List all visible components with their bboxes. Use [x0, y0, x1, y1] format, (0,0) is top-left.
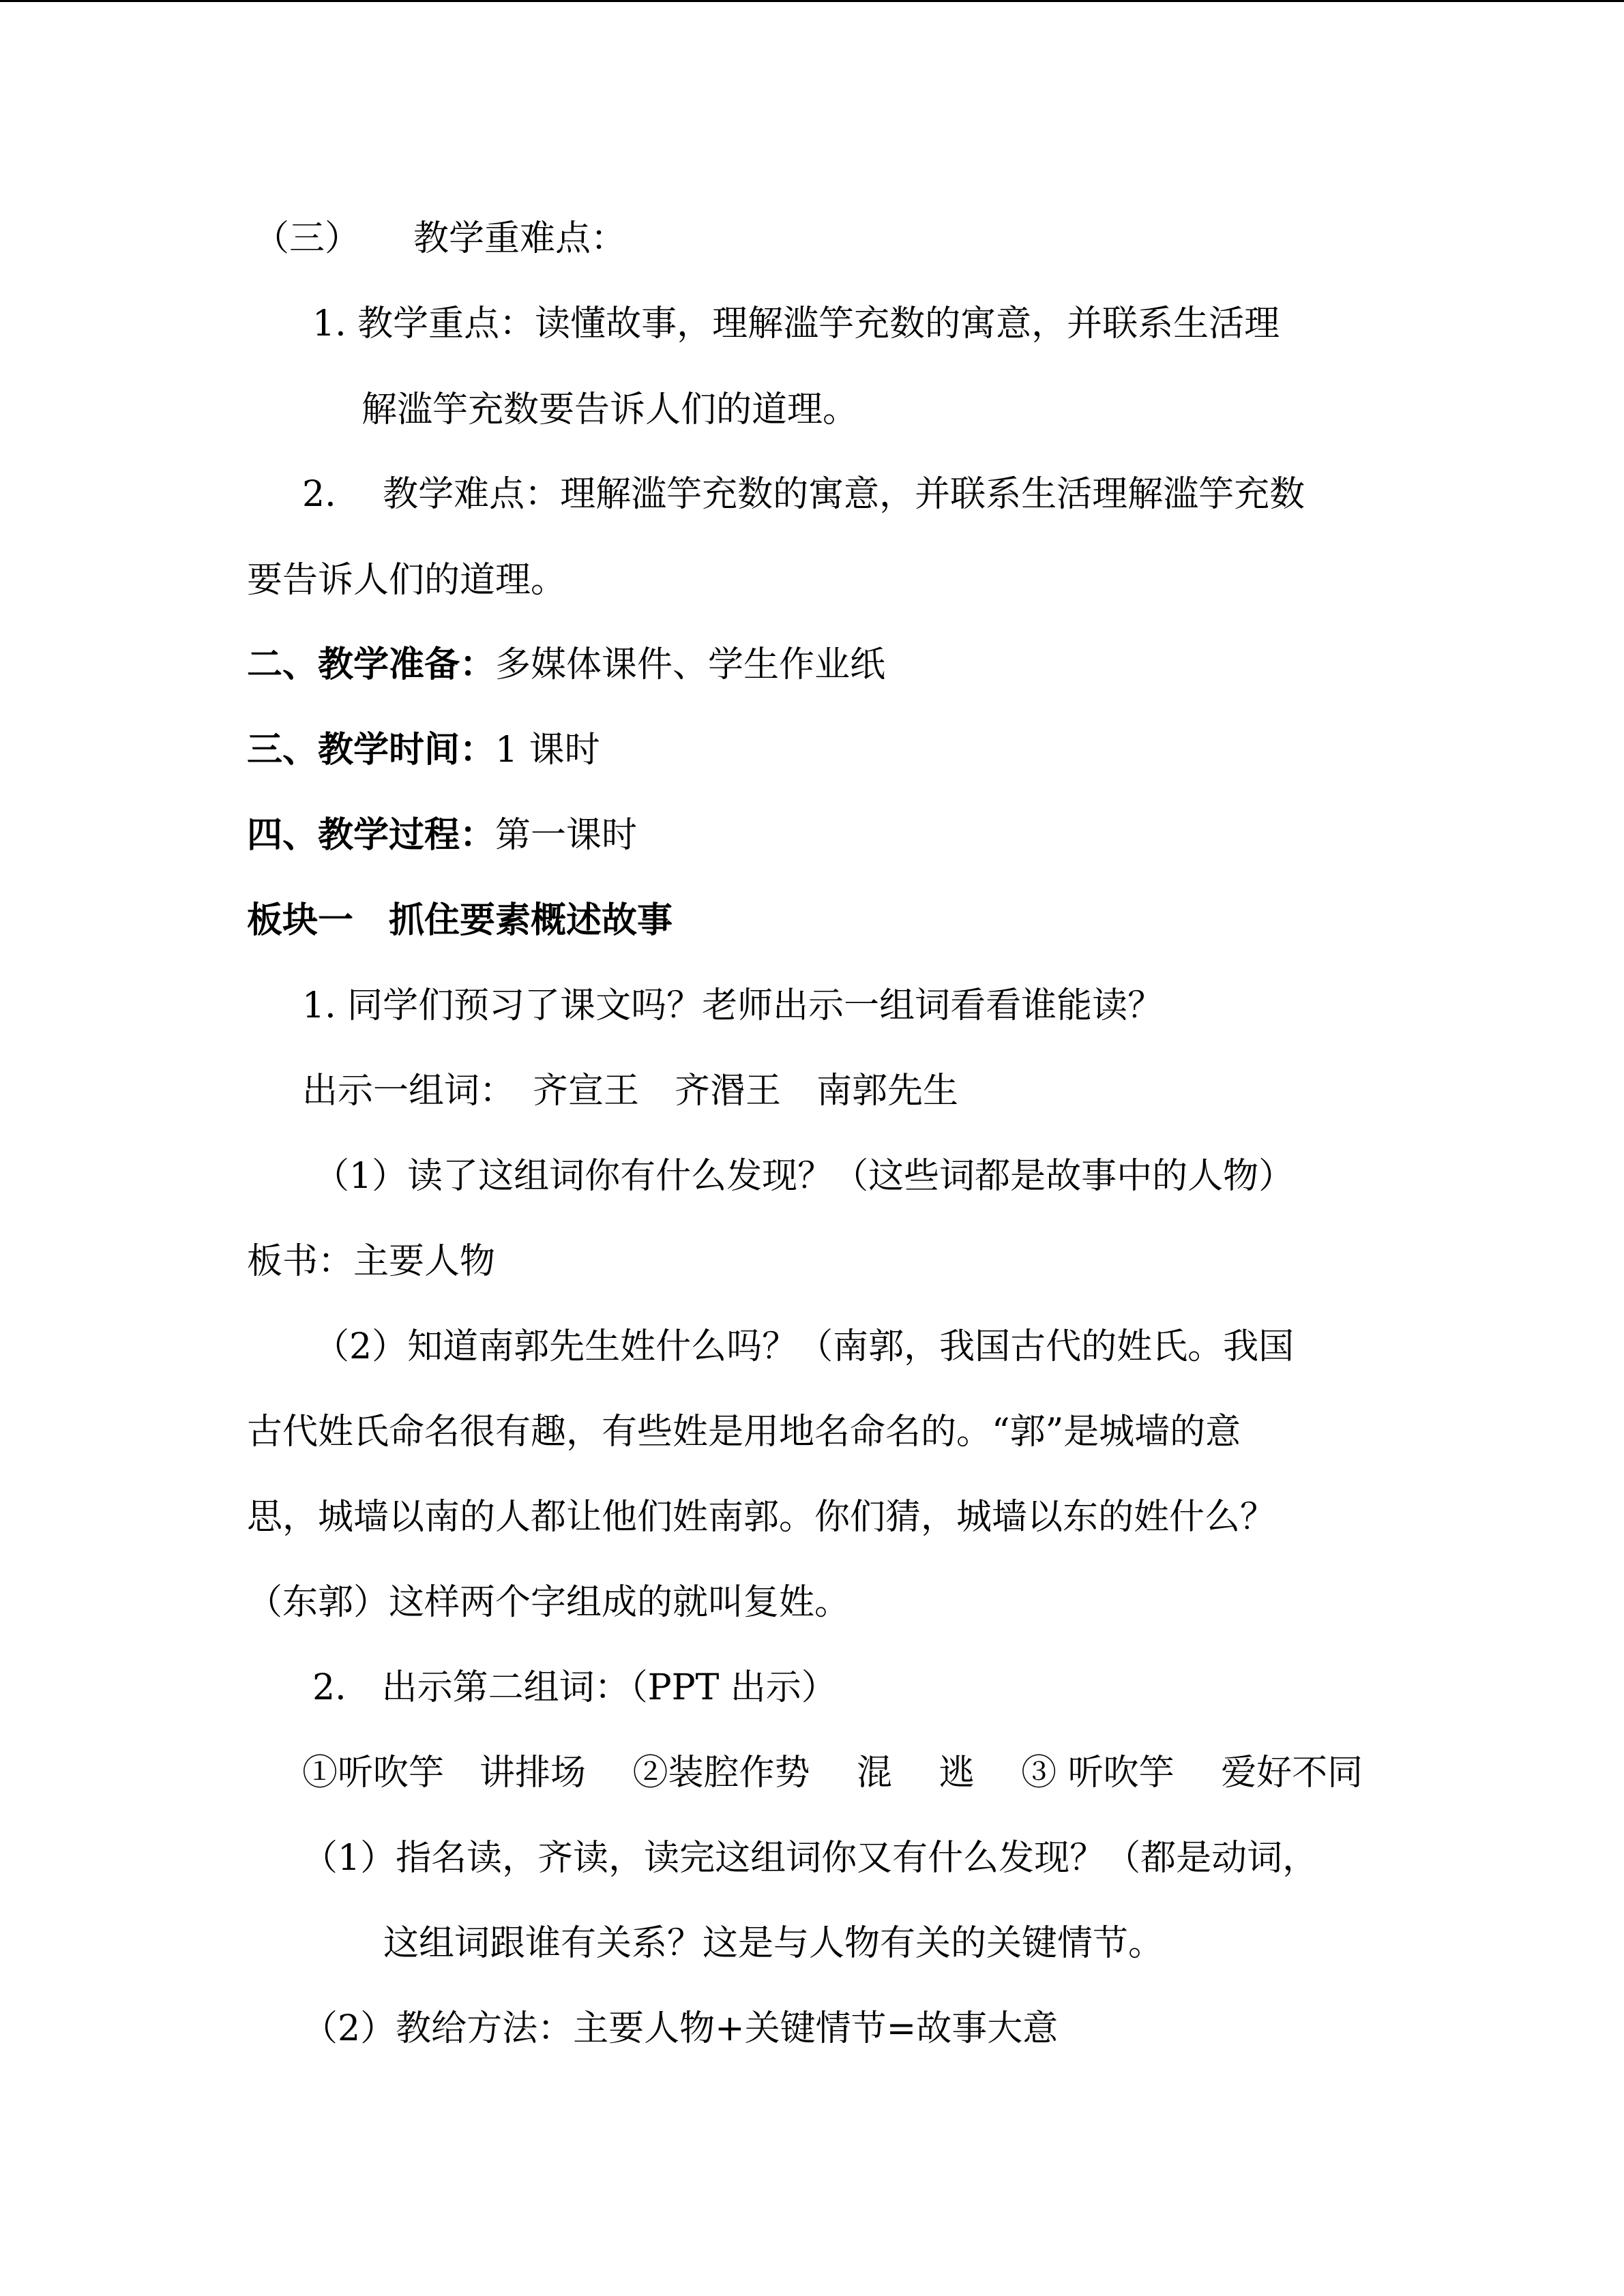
- teaching-preparation-value: 多媒体课件、学生作业纸: [495, 644, 886, 685]
- key-point-item-1: 1. 教学重点：读懂故事，理解滥竽充数的寓意，并联系生活理: [312, 303, 1280, 344]
- question-1: （1）读了这组词你有什么发现？（这些词都是故事中的人物）: [314, 1156, 1295, 1197]
- step-1: 1. 同学们预习了课文吗？老师出示一组词看看谁能读？: [302, 985, 1164, 1026]
- word-group-1: 出示一组词： 齐宣王 齐湣王 南郭先生: [302, 1071, 959, 1112]
- question-2-line-3: 思，城墙以南的人都让他们姓南郭。你们猜，城墙以东的姓什么？: [247, 1497, 1276, 1538]
- teaching-preparation: [247, 643, 885, 687]
- teaching-time-label: 三、教学时间：: [247, 729, 496, 771]
- word-group-2: ①听吹竽 讲排场 ②装腔作势 混 逃 ③ 听吹竽 爱好不同: [302, 1753, 1363, 1793]
- board-writing: 板书：主要人物: [247, 1241, 496, 1282]
- page-top-border: [0, 0, 1624, 2]
- question-2-line-2: 古代姓氏命名很有趣，有些姓是用地名命名的。“郭”是城墙的意: [247, 1412, 1241, 1452]
- step-2-question-1: （1）指名读，齐读，读完这组词你又有什么发现？（都是动词，: [302, 1838, 1318, 1879]
- question-2: （2）知道南郭先生姓什么吗？（南郭，我国古代的姓氏。我国: [314, 1326, 1295, 1367]
- teaching-time-value: 1 课时: [495, 730, 600, 771]
- key-point-item-1-continued: 解滥竽充数要告诉人们的道理。: [361, 389, 859, 430]
- step-2-question-1-continued: 这组词跟谁有关系？这是与人物有关的关键情节。: [383, 1923, 1164, 1964]
- teaching-preparation-label: 二、教学准备：: [247, 644, 496, 685]
- block-one-heading: 板块一 抓住要素概述故事: [247, 899, 673, 941]
- key-point-item-2: 2. 教学难点：理解滥竽充数的寓意，并联系生活理解滥竽充数: [302, 474, 1305, 515]
- question-2-line-4: （东郭）这样两个字组成的就叫复姓。: [247, 1582, 851, 1623]
- teaching-time: [247, 728, 600, 772]
- teaching-process: [247, 814, 637, 857]
- key-point-item-2-continued: 要告诉人们的道理。: [247, 560, 567, 601]
- step-2: 2. 出示第二组词：（PPT 出示）: [312, 1667, 837, 1708]
- step-2-question-2: （2）教给方法：主要人物+关键情节=故事大意: [302, 2008, 1059, 2049]
- teaching-process-label: 四、教学过程：: [247, 814, 496, 856]
- teaching-process-value: 第一课时: [495, 815, 638, 856]
- section-heading-key-points: （三） 教学重难点：: [254, 218, 627, 259]
